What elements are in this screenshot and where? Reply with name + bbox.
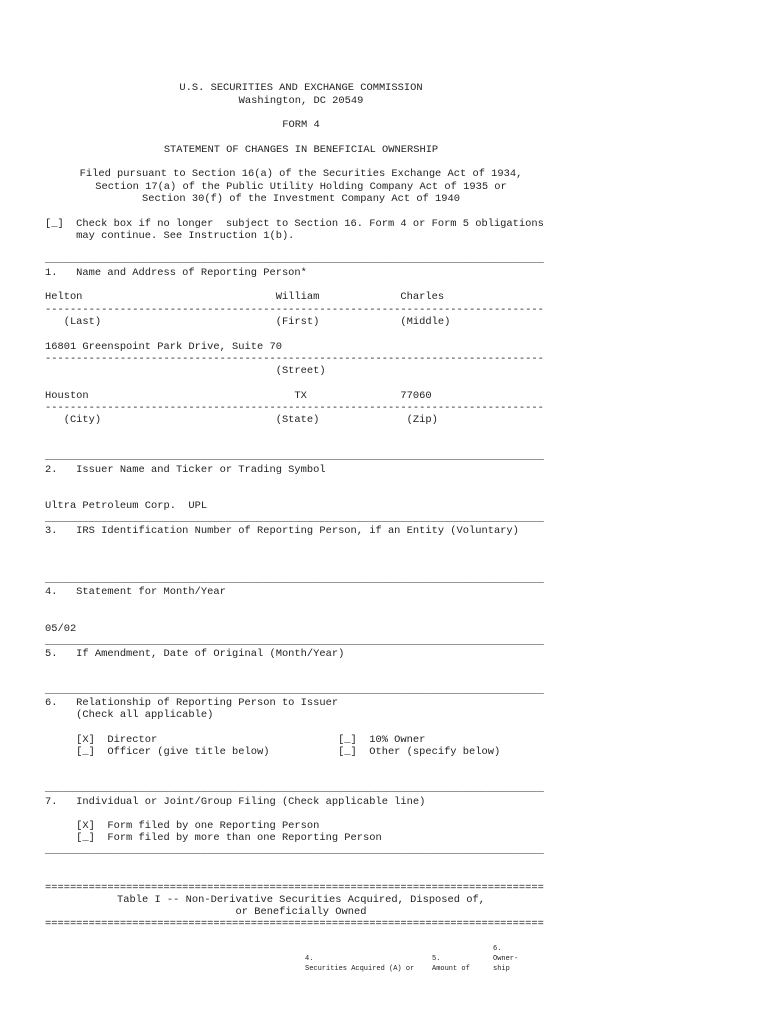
filing-row-multiple-persons: [_] Form filed by more than one Reporting Person [45, 832, 382, 845]
table-1-column-headers [305, 945, 519, 1021]
relationship-row-director: [X] Director [_] 10% Owner [45, 734, 426, 747]
no-longer-subject-checkbox: [_] Check box if no longer subject to Section 16. Form 4 or Form 5 obligations [45, 217, 544, 230]
relationship-row-officer: [_] Officer (give title below) [_] Other (specify below) [45, 746, 501, 759]
section-divider: ________________________________________________________________________________ [45, 684, 544, 697]
section-7-heading: 7. Individual or Joint/Group Filing (Check applicable line) [45, 795, 426, 808]
double-rule: ================================================================================ [45, 918, 544, 931]
agency-name: U.S. SECURITIES AND EXCHANGE COMMISSION [179, 82, 423, 95]
section-divider: ________________________________________________________________________________ [45, 574, 544, 587]
section-divider: ________________________________________________________________________________ [45, 512, 544, 525]
section-divider: ________________________________________________________________________________ [45, 844, 544, 857]
filing-row-one-person: [X] Form filed by one Reporting Person [45, 820, 320, 833]
street-address: 16801 Greenspoint Park Drive, Suite 70 [45, 340, 282, 353]
statement-month-year: 05/02 [45, 623, 77, 636]
col-4-number: 4. [305, 955, 314, 963]
col-6-header-line-2: ship [493, 964, 510, 973]
agency-address: Washington, DC 20549 [238, 94, 364, 107]
table-1-title-line-1: Table I -- Non-Derivative Securities Acquired, Disposed of, [117, 893, 485, 906]
col-6-header-line-1: Owner- [493, 955, 519, 963]
dashed-rule: -------------------------------------------------------------------------------- [45, 402, 544, 415]
col-5-number: 5. [432, 955, 441, 963]
section-divider: ________________________________________________________________________________ [45, 635, 544, 648]
dashed-rule: -------------------------------------------------------------------------------- [45, 352, 544, 365]
form4-document [45, 70, 557, 943]
section-2-heading: 2. Issuer Name and Ticker or Trading Symbol [45, 463, 326, 476]
section-6-heading: 6. Relationship of Reporting Person to Issuer [45, 697, 339, 710]
name-field-labels: (Last) (First) (Middle) [45, 315, 451, 328]
section-6-subheading: (Check all applicable) [45, 709, 214, 722]
section-5-heading: 5. If Amendment, Date of Original (Month/Year) [45, 647, 345, 660]
filed-pursuant-line-1: Filed pursuant to Section 16(a) of the Securities Exchange Act of 1934, [79, 168, 523, 181]
col-5-header: Amount of [432, 964, 470, 973]
section-divider: ________________________________________________________________________________ [45, 451, 544, 464]
table-1-title-line-2: or Beneficially Owned [235, 906, 367, 919]
reporting-person-name: Helton William Charles [45, 291, 445, 304]
issuer-name: Ultra Petroleum Corp. UPL [45, 500, 208, 513]
filed-pursuant-line-3: Section 30(f) of the Investment Company Act of 1940 [141, 192, 460, 205]
section-3-heading: 3. IRS Identification Number of Reporting Person, if an Entity (Voluntary) [45, 524, 519, 537]
section-1-heading: 1. Name and Address of Reporting Person* [45, 266, 307, 279]
col-4-header: Securities Acquired (A) or [305, 964, 415, 973]
no-longer-subject-note: may continue. See Instruction 1(b). [45, 229, 295, 242]
col-6-number: 6. [493, 945, 502, 953]
section-divider: ________________________________________________________________________________ [45, 783, 544, 796]
section-divider: ________________________________________________________________________________ [45, 254, 544, 267]
section-4-heading: 4. Statement for Month/Year [45, 586, 226, 599]
form-number: FORM 4 [282, 119, 320, 132]
form-title: STATEMENT OF CHANGES IN BENEFICIAL OWNERSHIP [163, 143, 439, 156]
filed-pursuant-line-2: Section 17(a) of the Public Utility Holding Company Act of 1935 or [95, 180, 507, 193]
double-rule: ================================================================================ [45, 881, 544, 894]
dashed-rule: -------------------------------------------------------------------------------- [45, 303, 544, 316]
street-field-label: (Street) [45, 365, 326, 378]
city-state-zip: Houston TX 77060 [45, 389, 432, 402]
city-field-labels: (City) (State) (Zip) [45, 414, 438, 427]
